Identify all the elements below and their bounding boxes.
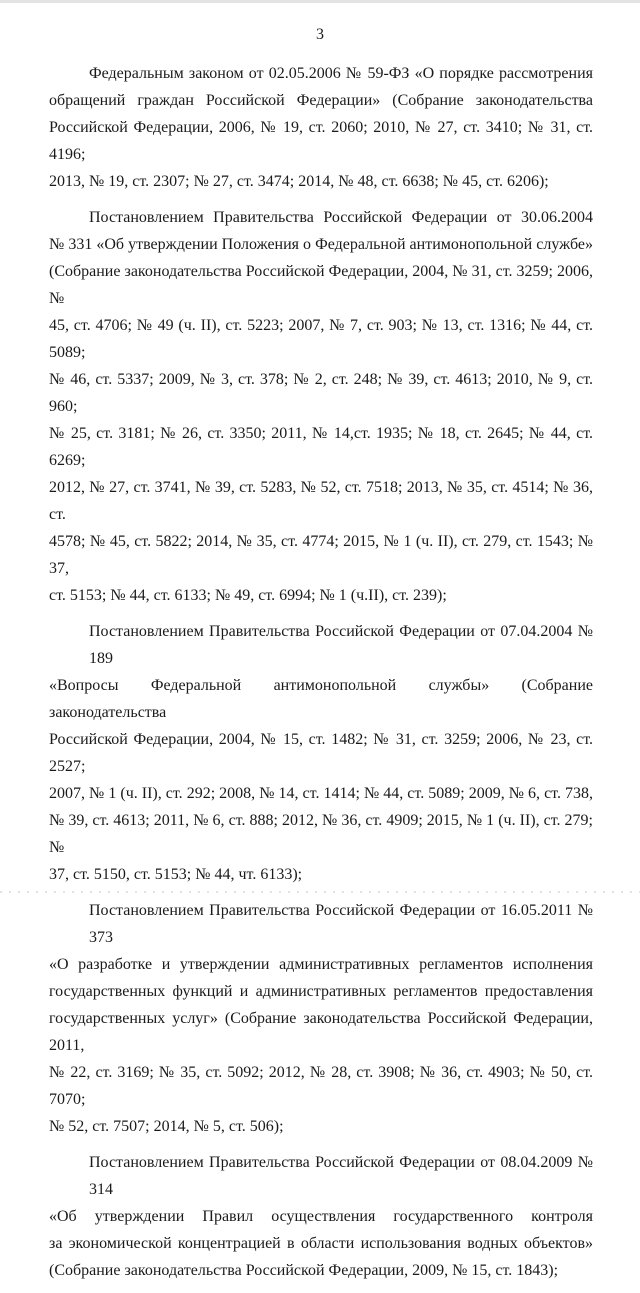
text-line: № 25, ст. 3181; № 26, ст. 3350; 2011, № 14,ст. 1935; № 18, ст. 2645; № 44, ст. 6269;	[49, 425, 593, 469]
text-line: № 22, ст. 3169; № 35, ст. 5092; 2012, № 28, ст. 3908; № 36, ст. 4903; № 50, ст. 7070;	[49, 1064, 593, 1108]
paragraph-resolution-189	[49, 618, 593, 888]
text-line: Постановлением Правительства Российской Федерации от 30.06.2004	[89, 209, 593, 226]
text-line: «О разработке и утверждении административных регламентов исполнения	[49, 956, 593, 973]
text-line: за экономической концентрацией в области использования водных объектов»	[49, 1235, 593, 1252]
paragraph-federal-law	[49, 60, 593, 195]
text-line: № 52, ст. 7507; 2014, № 5, ст. 506);	[49, 1118, 284, 1135]
text-line: Постановлением Правительства Российской Федерации от 08.04.2009 № 314	[89, 1154, 593, 1198]
text-line: 2007, № 1 (ч. II), ст. 292; 2008, № 14, ст. 1414; № 44, ст. 5089; 2009, № 6, ст. 738,	[49, 785, 593, 802]
scan-bottom-noise	[0, 891, 640, 893]
text-line: обращений граждан Российской Федерации» (Собрание законодательства	[49, 92, 593, 109]
text-line: «Вопросы Федеральной антимонопольной службы» (Собрание законодательства	[49, 677, 593, 721]
text-line: № 39, ст. 4613; 2011, № 6, ст. 888; 2012, № 36, ст. 4909; 2015, № 1 (ч. II), ст. 279; №	[49, 812, 593, 856]
text-line: Постановлением Правительства Российской Федерации от 07.04.2004 № 189	[89, 623, 593, 667]
text-line: Российской Федерации, 2006, № 19, ст. 2060; 2010, № 27, ст. 3410; № 31, ст. 4196;	[49, 119, 593, 163]
text-line: № 331 «Об утверждении Положения о Федеральной антимонопольной службе»	[49, 236, 593, 253]
text-line: № 46, ст. 5337; 2009, № 3, ст. 378; № 2, ст. 248; № 39, ст. 4613; 2010, № 9, ст. 960;	[49, 371, 593, 415]
paragraph-resolution-314	[49, 1149, 593, 1284]
text-line: 4578; № 45, ст. 5822; 2014, № 35, ст. 4774; 2015, № 1 (ч. II), ст. 279, ст. 1543; № 37,	[49, 533, 593, 577]
scan-top-edge	[0, 0, 640, 3]
document-body	[49, 60, 593, 1293]
text-line: Российской Федерации, 2004, № 15, ст. 1482; № 31, ст. 3259; 2006, № 23, ст. 2527;	[49, 731, 593, 775]
text-line: (Собрание законодательства Российской Федерации, 2004, № 31, ст. 3259; 2006, №	[49, 263, 593, 307]
text-line: «Об утверждении Правил осуществления государственного контроля	[49, 1208, 593, 1225]
text-line: Федеральным законом от 02.05.2006 № 59-ФЗ «О порядке рассмотрения	[89, 65, 593, 82]
text-line: 45, ст. 4706; № 49 (ч. II), ст. 5223; 2007, № 7, ст. 903; № 13, ст. 1316; № 44, ст. 5089;	[49, 317, 593, 361]
text-line: (Собрание законодательства Российской Федерации, 2009, № 15, ст. 1843);	[49, 1262, 559, 1279]
text-line: 2012, № 27, ст. 3741, № 39, ст. 5283, № 52, ст. 7518; 2013, № 35, ст. 4514; № 36, ст.	[49, 479, 593, 523]
text-line: государственных функций и административных регламентов предоставления	[49, 983, 593, 1000]
paragraph-resolution-331	[49, 204, 593, 609]
text-line: 37, ст. 5150, ст. 5153; № 44, чт. 6133);	[49, 866, 303, 883]
text-line: 2013, № 19, ст. 2307; № 27, ст. 3474; 2014, № 48, ст. 6638; № 45, ст. 6206);	[49, 173, 549, 190]
paragraph-resolution-373	[49, 897, 593, 1140]
text-line: государственных услуг» (Собрание законодательства Российской Федерации, 2011,	[49, 1010, 593, 1054]
text-line: ст. 5153; № 44, ст. 6133; № 49, ст. 6994; № 1 (ч.II), ст. 239);	[49, 587, 447, 604]
page-number: 3	[316, 26, 324, 43]
text-line: Постановлением Правительства Российской Федерации от 16.05.2011 № 373	[89, 902, 593, 946]
